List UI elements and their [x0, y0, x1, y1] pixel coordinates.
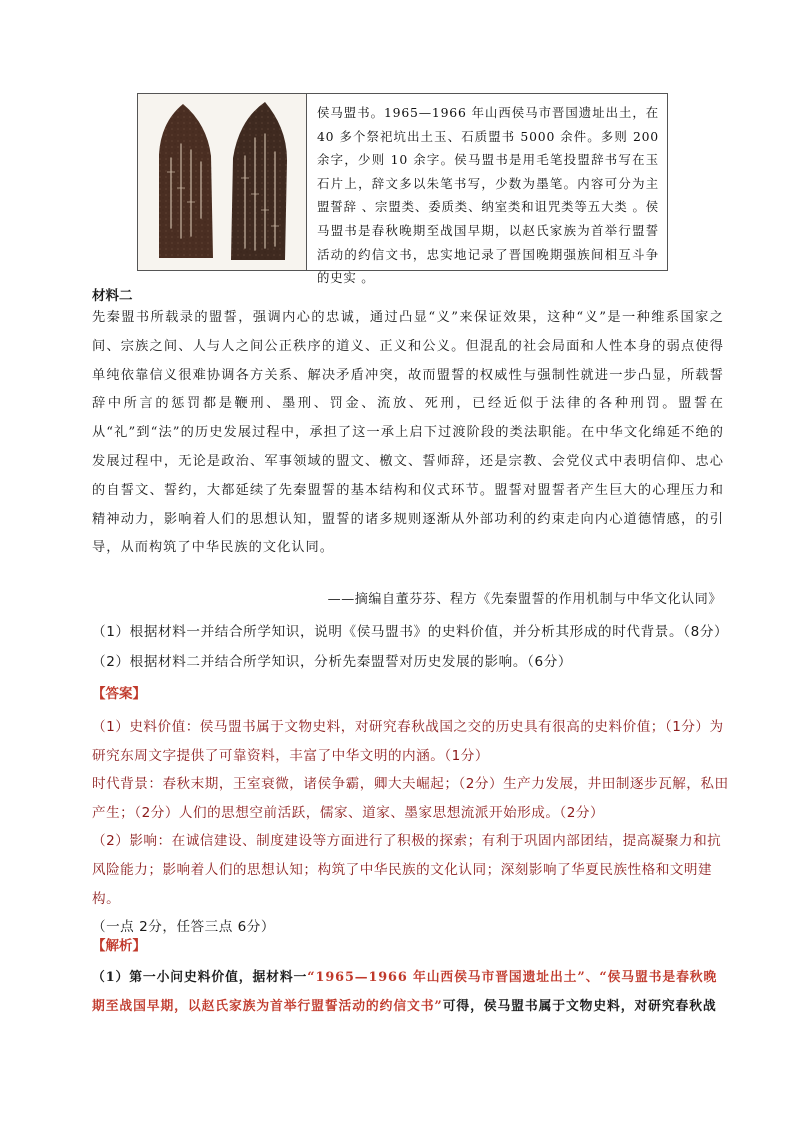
analysis-tail: 可得，侯马盟书属于文物史料，对研究春秋战	[442, 999, 717, 1014]
material-two-source: ——摘编自董芬芬、程方《先秦盟誓的作用机制与中华文化认同》	[327, 592, 722, 607]
answer-block	[92, 713, 732, 942]
stone-tablets-image	[147, 98, 297, 266]
question-2: （2）根据材料二并结合所学知识，分析先秦盟誓对历史发展的影响。（6分）	[92, 654, 573, 670]
answer-label: 【答案】	[92, 686, 146, 702]
answer-part2-impact: （2）影响：在诚信建设、制度建设等方面进行了积极的探索；有利于巩固内部团结，提高凝聚力和抗风险能力；影响着人们的思想认知；构筑了中华民族的文化认同；深刻影响了华夏民族性格和文明建构。	[92, 833, 722, 907]
material-two-label: 材料二	[92, 288, 133, 304]
answer-part1-value: （1）史料价值：侯马盟书属于文物史料，对研究春秋战国之交的历史具有很高的史料价值；（1分）为研究东周文字提供了可靠资料，丰富了中华文明的内涵。（1分）	[92, 719, 724, 764]
analysis-text	[92, 963, 724, 1021]
answer-scoring-note: （一点 2分，任答三点 6分）	[92, 919, 275, 936]
question-1: （1）根据材料一并结合所学知识，说明《侯马盟书》的史料价值，并分析其形成的时代背景。（8分）	[92, 624, 729, 640]
analysis-quote: “1965—1966 年山西侯马市晋国遗址出土”、“侯马盟书是春秋晚期至战国早期，以赵氏家族为首举行盟誓活动的约信文书”	[92, 970, 718, 1014]
figure-box	[137, 93, 668, 286]
analysis-label: 【解析】	[92, 938, 146, 954]
material-two-text: 先秦盟书所载录的盟誓，强调内心的忠诚，通过凸显“义”来保证效果，这种“义”是一种维系国家之间、宗族之间、人与人之间公正秩序的道义、正义和公义。但混乱的社会局面和人性本身的弱点使得单纯依靠信义很难协调各方关系、解决矛盾冲突，故而盟誓的权威性与强制性就进一步凸显，所载誓辞中所言的惩罚都是鞭刑、墨刑、罚金、流放、死刑，已经近似于法律的各种刑罚。盟誓在从“礼”到“法”的历史发展过程中，承担了这一承上启下过渡阶段的类法职能。在中华文化绵延不绝的发展过程中，无论是政治、军事领域的盟文、檄文、誓师辞，还是宗教、会党仪式中表明信仰、忠心的自誓文、誓约，大都延续了先秦盟誓的基本结构和仪式环节。盟誓对盟誓者产生巨大的心理压力和精神动力，影响着人们的思想认知，盟誓的诸多规则逐渐从外部功利的约束走向内心道德情感，的引导，从而构筑了中华民族的文化认同。	[92, 310, 724, 556]
stone-tablets-photo	[138, 94, 307, 270]
analysis-lead: （1）第一小问史料价值，据材料一	[92, 970, 308, 985]
figure-caption: 侯马盟书。1965—1966 年山西侯马市晋国遗址出土，在 40 多个祭祀坑出土玉、石质盟书 5000 余件。多则 200 余字，少则 10 余字。侯马盟书是用毛笔投盟辞书写在玉石片上，辞文多以朱笔书写，少数为墨笔。内容可分为主盟誓辞 、宗盟类、委质类、纳室类和诅咒类等五大类 。侯马盟书是春秋晚期至战国早期，以赵氏家族为首举行盟誓活动的约信文书，忠实地记录了晋国晚期强族间相互斗争的史实 。	[317, 105, 659, 286]
answer-part1-background: 时代背景：春秋末期，王室衰微，诸侯争霸，卿大夫崛起；（2分）生产力发展，井田制逐步瓦解，私田产生；（2分）人们的思想空前活跃，儒家、道家、墨家思想流派开始形成。（2分）	[92, 776, 729, 821]
